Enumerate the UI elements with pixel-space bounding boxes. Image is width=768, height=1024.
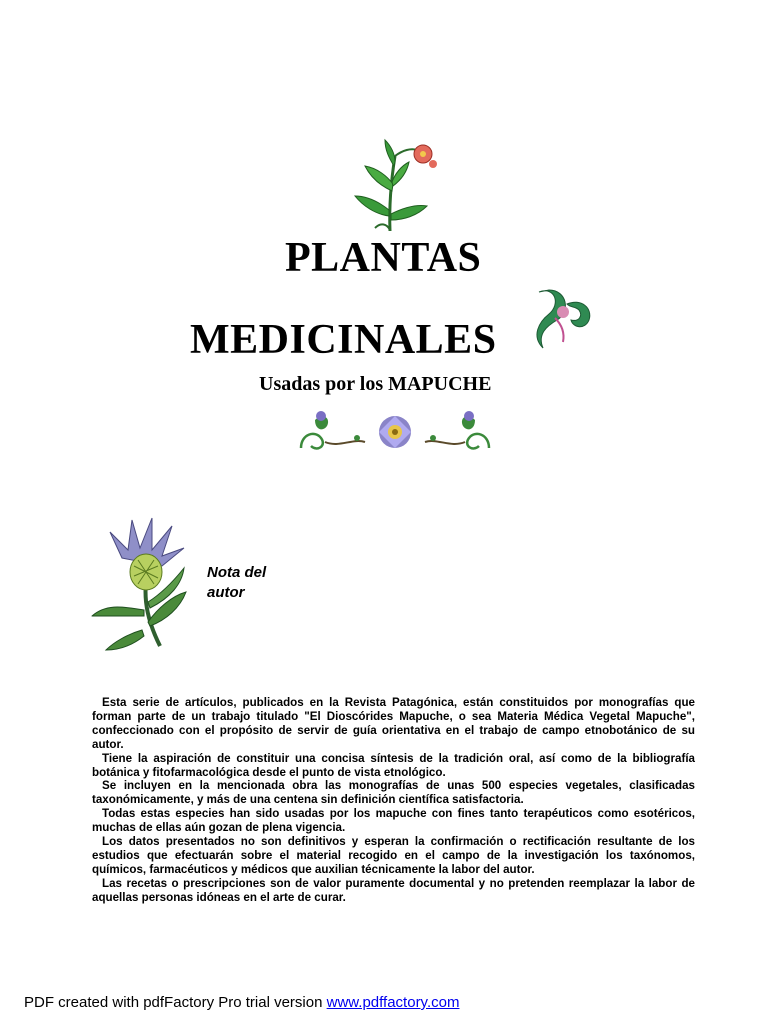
title-line-2: MEDICINALES xyxy=(190,317,497,363)
paragraph: Se incluyen en la mencionada obra las monografías de unas 500 especies vegetales, clasificadas taxonómicamente, y más de una centena sin definición científica satisfactoria. xyxy=(92,779,695,807)
title-line-1: PLANTAS xyxy=(285,235,482,281)
author-note-body xyxy=(92,696,695,905)
thistle-illustration xyxy=(88,512,198,652)
pdf-footer xyxy=(24,994,459,1011)
flower-illustration-top xyxy=(345,136,440,232)
footer-link[interactable]: www.pdffactory.com xyxy=(326,994,460,1011)
paragraph: Los datos presentados no son definitivos y esperan la confirmación o rectificación resultante de los estudios que efectuarán sobre el material recogido en el campo de la investigación los taxónomos, químicos, farmacéuticos y médicos que auxilian técnicamente la labor del autor. xyxy=(92,835,695,876)
paragraph: Todas estas especies han sido usadas por los mapuche con fines tanto terapéuticos como esotéricos, muchas de ellas aún gozan de plena vigencia. xyxy=(92,807,695,835)
ornament-swirl xyxy=(527,284,597,356)
paragraph: Esta serie de artículos, publicados en la Revista Patagónica, están constituidos por monografías que forman parte de un trabajo titulado "El Dioscórides Mapuche, o sea Materia Médica Vegetal Mapuche", confeccionado con el propósito de servir de guía orientativa en el trabajo de campo etnobotánico de su autor. xyxy=(92,696,695,751)
floral-border-ornament xyxy=(295,408,495,458)
note-heading: Nota del autor xyxy=(207,564,267,601)
paragraph: Tiene la aspiración de constituir una concisa síntesis de la tradición oral, así como de la bibliografía botánica y fitofarmacológica desde el punto de vista etnológico. xyxy=(92,751,695,779)
subtitle: Usadas por los MAPUCHE xyxy=(259,373,492,395)
paragraph: Las recetas o prescripciones son de valor puramente documental y no pretenden reemplazar la labor de aquellas personas idóneas en el arte de curar. xyxy=(92,876,695,904)
footer-text: PDF created with pdfFactory Pro trial version xyxy=(24,994,323,1011)
